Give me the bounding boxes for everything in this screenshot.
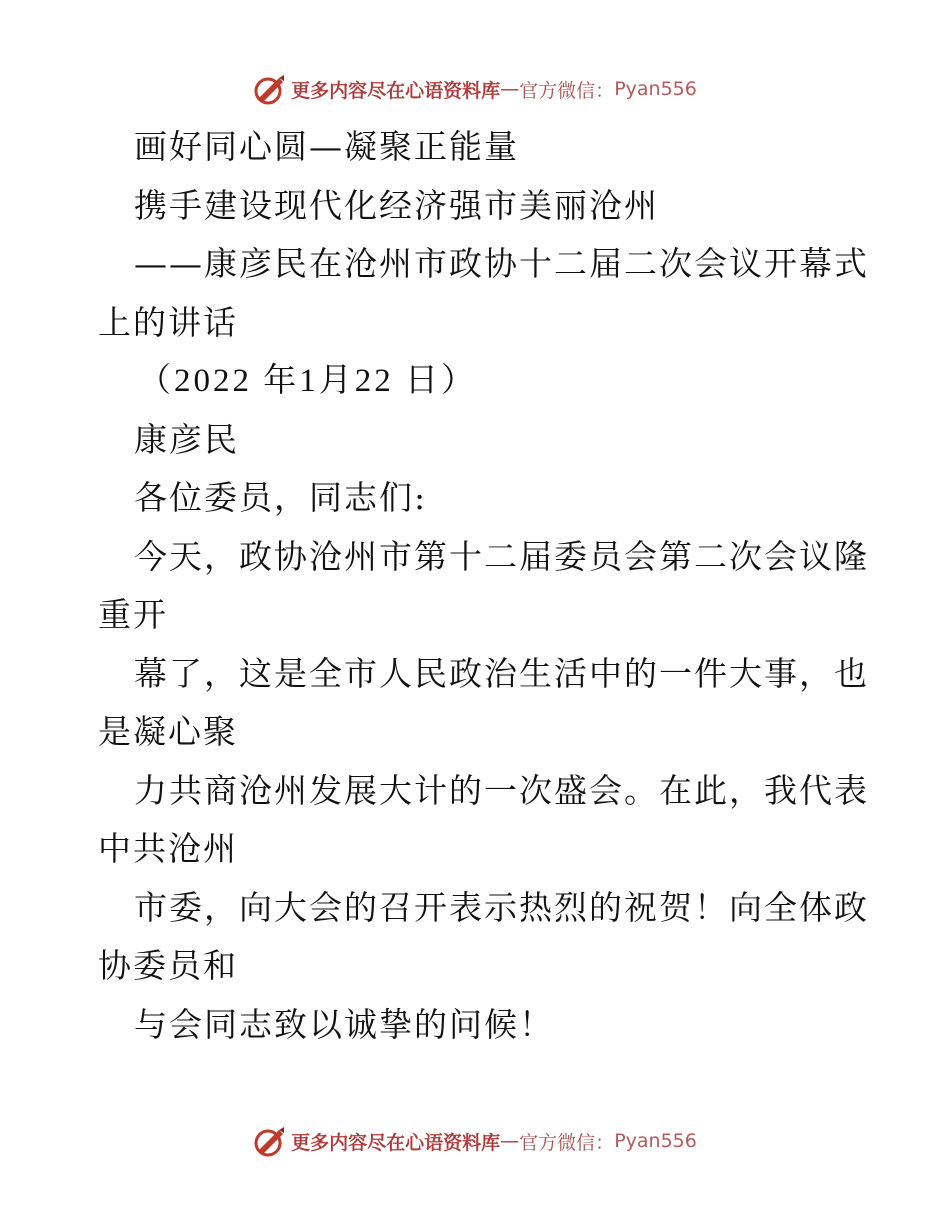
title-line-1: 画好同心圆—凝聚正能量	[134, 127, 519, 166]
footer-watermark	[0, 1124, 950, 1158]
paragraph-line: 与会同志致以诚挚的问候！	[134, 1004, 554, 1044]
subtitle-line-2: 上的讲话	[98, 302, 238, 342]
watermark-main-text: 更多内容尽在心语资料库	[291, 79, 501, 102]
watermark-dash: —	[500, 78, 520, 100]
date-line: （2022 年1月22 日）	[138, 363, 477, 399]
author-line: 康彦民	[134, 419, 239, 459]
paragraph-line: 市委，向大会的召开表示热烈的祝贺！向全体政	[134, 887, 869, 927]
subtitle-line-1: ——康彦民在沧州市政协十二届二次会议开幕式	[134, 244, 869, 283]
watermark-dash: —	[500, 1130, 520, 1152]
pen-logo-icon	[253, 1124, 287, 1158]
paragraph-line: 重开	[98, 595, 168, 634]
watermark-wechat-id: Pyan556	[614, 1130, 697, 1152]
pen-logo-icon	[253, 72, 287, 106]
paragraph-line: 今天，政协沧州市第十二届委员会第二次会议隆	[134, 536, 869, 576]
paragraph-line: 力共商沧州发展大计的一次盛会。在此，我代表	[134, 770, 869, 810]
paragraph-line: 中共沧州	[98, 829, 238, 868]
salutation-line: 各位委员，同志们:	[134, 478, 428, 517]
paragraph-line: 协委员和	[98, 946, 238, 985]
paragraph-line: 是凝心聚	[98, 712, 238, 751]
watermark-wechat-id: Pyan556	[614, 78, 697, 100]
watermark-main-text: 更多内容尽在心语资料库	[291, 1131, 501, 1154]
watermark-wechat-label: 官方微信：	[519, 79, 615, 102]
header-watermark	[0, 72, 950, 106]
paragraph-line: 幕了，这是全市人民政治生活中的一件大事，也	[134, 653, 869, 693]
title-line-2: 携手建设现代化经济强市美丽沧州	[134, 185, 659, 225]
document-body	[98, 118, 869, 1054]
watermark-wechat-label: 官方微信：	[519, 1131, 615, 1154]
